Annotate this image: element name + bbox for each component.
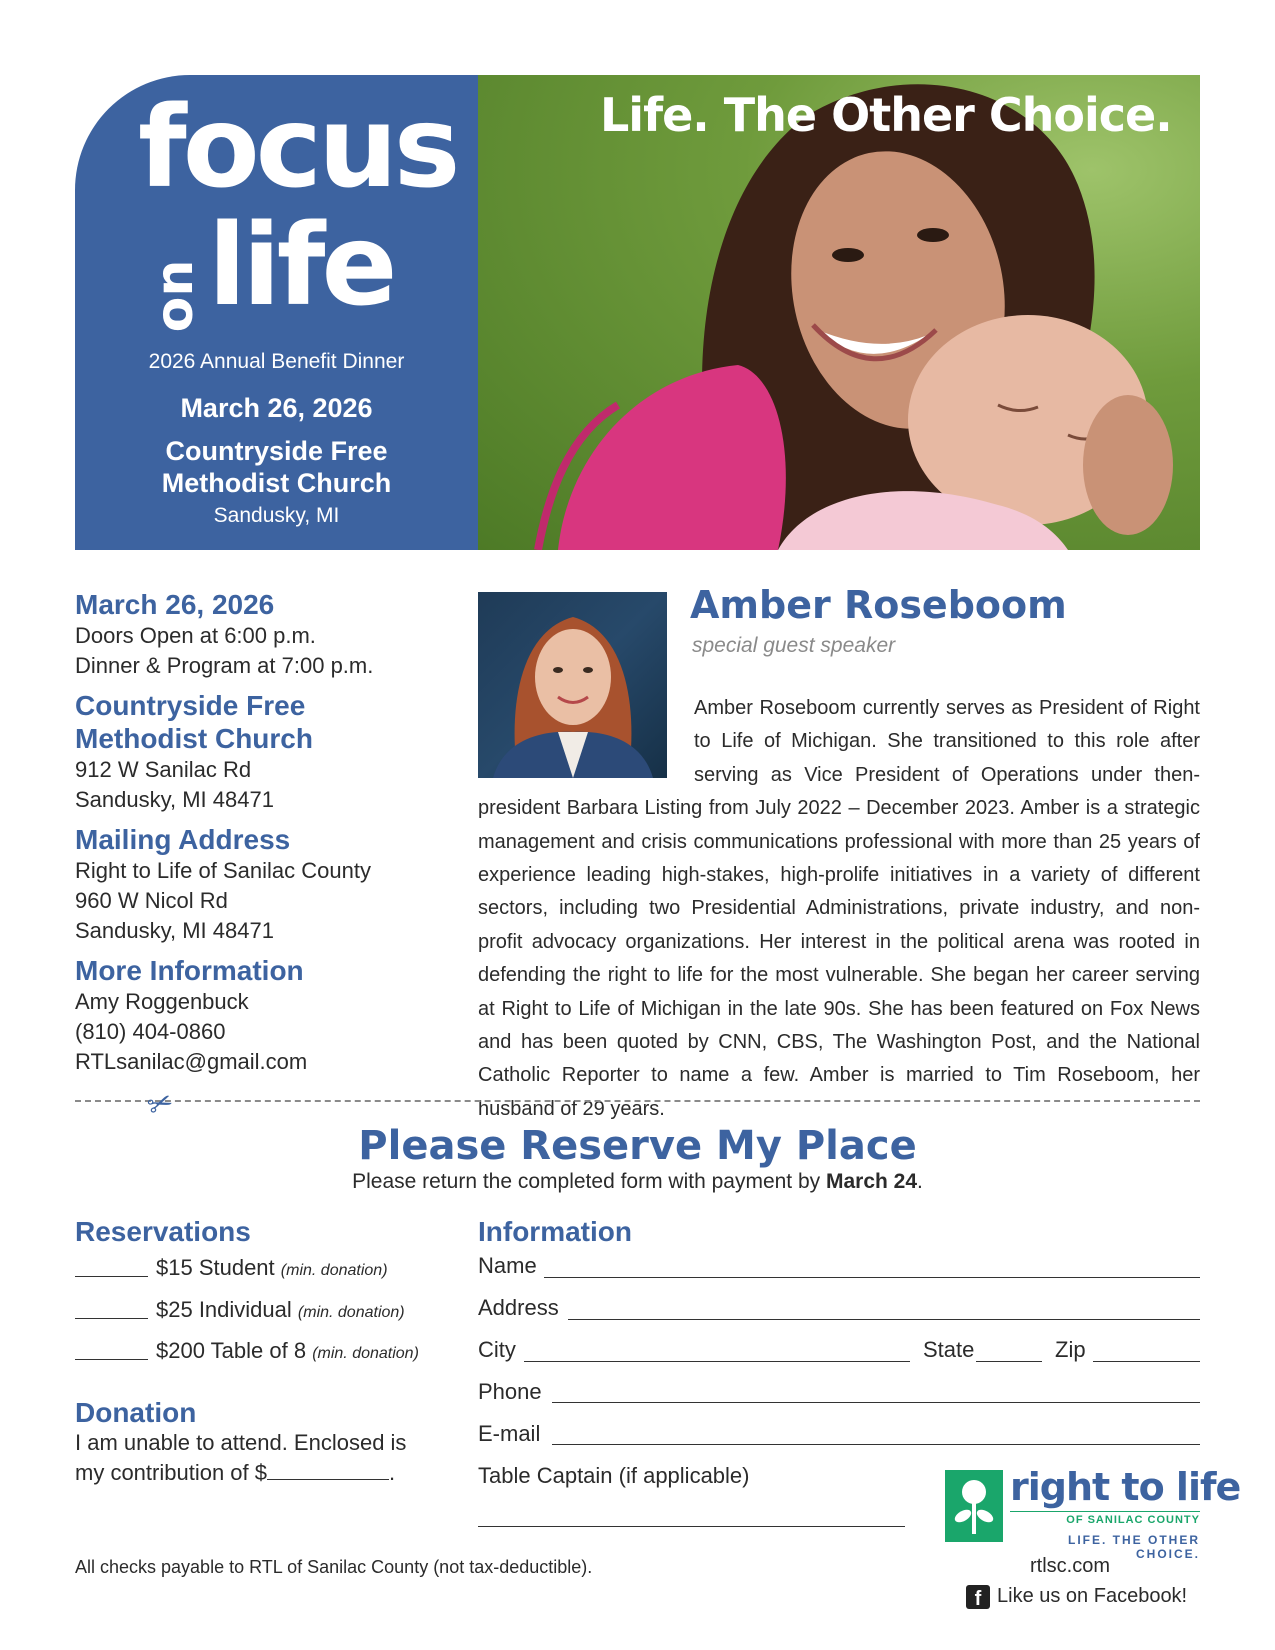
hero-city: Sandusky, MI — [213, 504, 340, 527]
more-info-heading: More Information — [75, 955, 304, 986]
form-subtitle-date: March 24 — [826, 1170, 918, 1193]
form-subtitle — [0, 1170, 1275, 1194]
table-captain-label: Table Captain (if applicable) — [478, 1463, 750, 1488]
contact-email[interactable]: RTLsanilac@gmail.com — [75, 1049, 308, 1074]
donation-line2: my contribution of $ . — [75, 1460, 396, 1485]
table-captain-field[interactable] — [478, 1526, 905, 1527]
reservation-option-individual — [75, 1297, 405, 1323]
rose-icon — [945, 1470, 1003, 1542]
individual-label: $25 Individual — [156, 1297, 292, 1322]
address-field[interactable] — [568, 1319, 1200, 1320]
speaker-name: Amber Roseboom — [690, 583, 1067, 627]
logo-focus-text: focus — [138, 83, 457, 213]
dinner-time-text: Dinner & Program at 7:00 p.m. — [75, 653, 374, 678]
logo-on-text: on — [145, 259, 205, 333]
hero-tagline: Life. The Other Choice. — [600, 88, 1172, 142]
city-field[interactable] — [524, 1361, 910, 1362]
table-note: (min. donation) — [312, 1345, 419, 1362]
donation-amount-blank[interactable] — [267, 1479, 389, 1480]
form-subtitle-text: Please return the completed form with payment by — [352, 1170, 826, 1193]
name-field[interactable] — [544, 1277, 1200, 1278]
hero-date: March 26, 2026 — [180, 393, 373, 423]
hero-subtitle: 2026 Annual Benefit Dinner — [148, 350, 405, 373]
form-subtitle-end: . — [917, 1170, 923, 1193]
individual-quantity-blank[interactable] — [75, 1318, 148, 1319]
speaker-bio: Amber Roseboom currently serves as President of Right to Life of Michigan. She transitioned to this role after serving as Vice President of Operations under then-president Barbara Listing from July 2022 – December 2023. Amber is a strategic management and crisis communications professional with more than 25 years of experience leading high-stakes, high-prolife initiatives in a variety of different sectors, including two Presidential Administrations, private industry, and non-profit advocacy organizations. Her interest in the political arena was rooted in defending the right to life for the most vulnerable. She began her career serving at Right to Life of Michigan in the late 90s. She has been featured on Fox News and has been quoted by CNN, CBS, The Washington Post, and the National Catholic Reporter to name a few. Amber is married to Tim Roseboom, her husband of 29 years. — [478, 697, 1200, 1120]
email-label: E-mail — [478, 1421, 541, 1446]
hero-venue-line1: Countryside Free — [165, 436, 388, 466]
student-quantity-blank[interactable] — [75, 1276, 148, 1277]
phone-label: Phone — [478, 1379, 542, 1404]
venue-heading-line1: Countryside Free — [75, 690, 306, 721]
hero-photo-mother-baby — [478, 75, 1200, 550]
mailing-heading: Mailing Address — [75, 824, 291, 855]
contact-phone: (810) 404-0860 — [75, 1019, 226, 1044]
org-logo-tagline: LIFE. THE OTHER CHOICE. — [1068, 1533, 1200, 1561]
logo-life-text: life — [208, 201, 394, 331]
individual-note: (min. donation) — [297, 1304, 405, 1321]
mother-baby-illustration — [478, 75, 1200, 550]
cut-line-divider — [75, 1100, 1200, 1102]
venue-heading-line2: Methodist Church — [75, 723, 313, 754]
venue-city: Sandusky, MI 48471 — [75, 787, 274, 812]
state-label: State — [923, 1337, 975, 1362]
org-website[interactable]: rtlsc.com — [1030, 1555, 1110, 1577]
zip-label: Zip — [1055, 1337, 1086, 1362]
donation-line2-text: my contribution of $ — [75, 1460, 267, 1485]
speaker-bio-container — [478, 692, 1200, 1126]
reservations-heading: Reservations — [75, 1216, 251, 1247]
phone-field[interactable] — [552, 1402, 1200, 1403]
donation-line1: I am unable to attend. Enclosed is — [75, 1430, 407, 1455]
form-title: Please Reserve My Place — [358, 1123, 917, 1169]
name-label: Name — [478, 1253, 537, 1278]
mailing-city: Sandusky, MI 48471 — [75, 918, 274, 943]
student-label: $15 Student — [156, 1255, 275, 1280]
event-date-heading: March 26, 2026 — [75, 589, 275, 620]
zip-field[interactable] — [1093, 1361, 1200, 1362]
state-field[interactable] — [976, 1361, 1042, 1362]
table-quantity-blank[interactable] — [75, 1359, 148, 1360]
information-heading: Information — [478, 1216, 632, 1247]
doors-open-text: Doors Open at 6:00 p.m. — [75, 623, 316, 648]
table-label: $200 Table of 8 — [156, 1338, 307, 1363]
event-info-column — [75, 588, 455, 1077]
mailing-street: 960 W Nicol Rd — [75, 888, 228, 913]
facebook-icon[interactable]: f — [966, 1585, 990, 1609]
email-field[interactable] — [552, 1444, 1200, 1445]
mailing-name: Right to Life of Sanilac County — [75, 858, 371, 883]
reservation-option-student — [75, 1255, 388, 1281]
org-logo-main: right to life — [1010, 1465, 1241, 1509]
venue-street: 912 W Sanilac Rd — [75, 757, 252, 782]
scissors-icon: ✂ — [143, 1084, 179, 1125]
facebook-link-text[interactable]: Like us on Facebook! — [997, 1585, 1188, 1607]
bio-float-spacer — [478, 692, 694, 792]
donation-heading: Donation — [75, 1397, 197, 1428]
address-label: Address — [478, 1295, 559, 1320]
student-note: (min. donation) — [280, 1262, 388, 1279]
rose-logo-icon — [945, 1470, 1003, 1542]
speaker-role: special guest speaker — [692, 634, 896, 657]
checks-note: All checks payable to RTL of Sanilac County (not tax-deductible). — [75, 1557, 593, 1577]
city-label: City — [478, 1337, 516, 1362]
org-logo-sub: OF SANILAC COUNTY — [1010, 1511, 1200, 1526]
contact-name: Amy Roggenbuck — [75, 989, 249, 1014]
hero-venue-line2: Methodist Church — [161, 468, 392, 498]
reservation-option-table — [75, 1338, 419, 1364]
